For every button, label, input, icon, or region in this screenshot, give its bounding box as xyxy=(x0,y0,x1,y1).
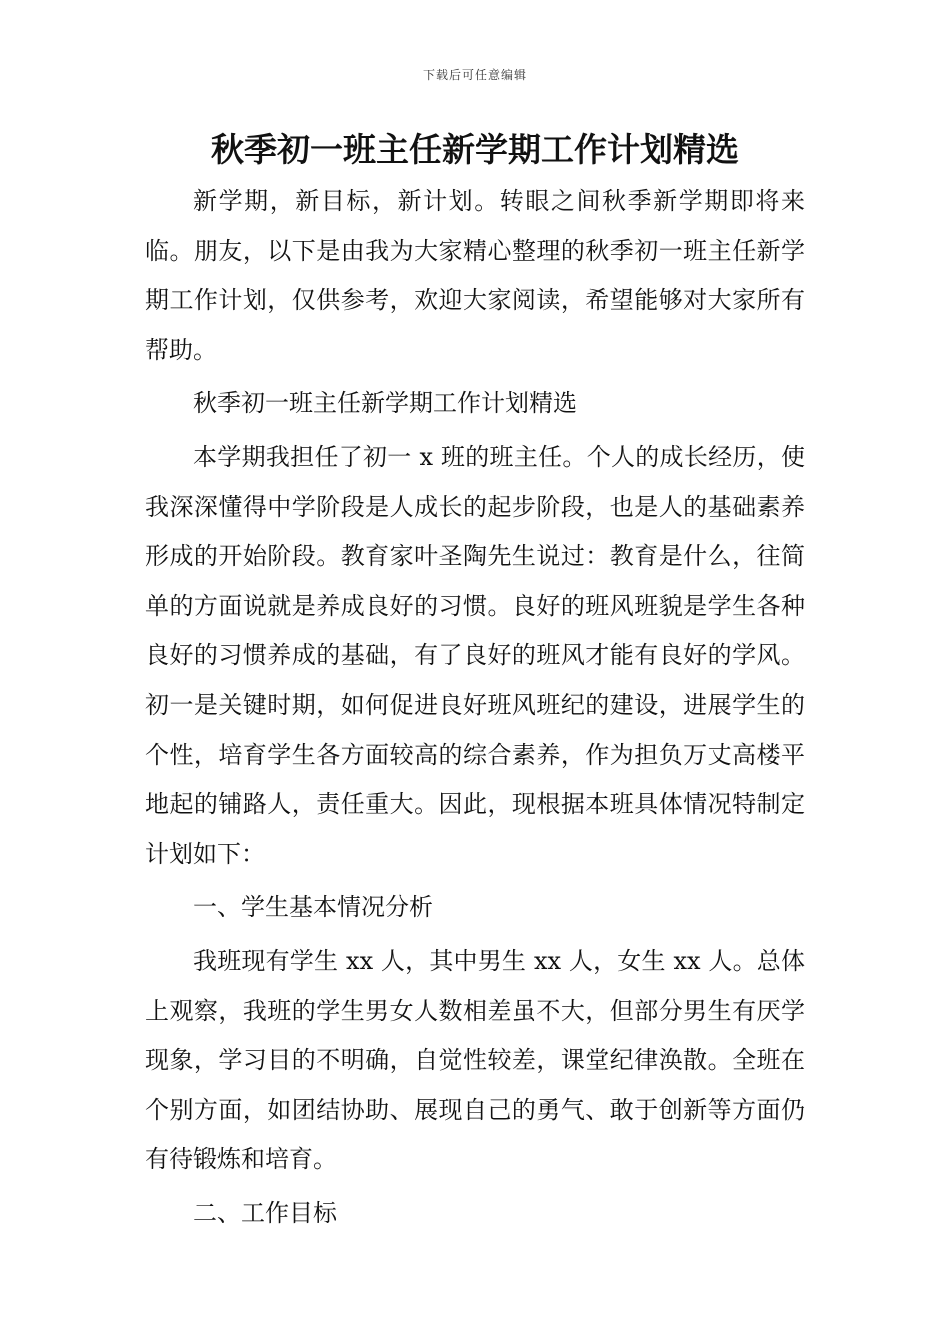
header-note: 下载后可任意编辑 xyxy=(422,68,527,82)
section-heading-work-goals: 二、工作目标 xyxy=(193,1198,337,1227)
paragraph-student-analysis: 我班现有学生 xx 人，其中男生 xx 人，女生 xx 人。总体上观察，我班的学生男女人数相差虽不大，但部分男生有厌学现象，学习目的不明确，自觉性较差，课堂纪律涣散。全班在个别方面，如团结协助、展现自己的勇气、敢于创新等方面仍有待锻炼和培育。 xyxy=(145,946,805,1174)
paragraph-intro: 新学期，新目标，新计划。转眼之间秋季新学期即将来临。朋友，以下是由我为大家精心整理的秋季初一班主任新学期工作计划，仅供参考，欢迎大家阅读，希望能够对大家所有帮助。 xyxy=(145,187,805,364)
paragraph-subtitle: 秋季初一班主任新学期工作计划精选 xyxy=(193,389,577,418)
document-title: 秋季初一班主任新学期工作计划精选 xyxy=(211,130,739,169)
paragraph-background: 本学期我担任了初一 x 班的班主任。个人的成长经历，使我深深懂得中学阶段是人成长的起步阶段，也是人的基础素养形成的开始阶段。教育家叶圣陶先生说过：教育是什么，往简单的方面说就是养成良好的习惯。良好的班风班貌是学生各种良好的习惯养成的基础，有了良好的班风才能有良好的学风。初一是关键时期，如何促进良好班风班纪的建设，进展学生的个性，培育学生各方面较高的综合素养，作为担负万丈高楼平地起的铺路人，责任重大。因此，现根据本班具体情况特制定计划如下： xyxy=(145,442,805,868)
document-body xyxy=(145,177,805,1238)
section-heading-student-analysis: 一、学生基本情况分析 xyxy=(193,893,433,922)
